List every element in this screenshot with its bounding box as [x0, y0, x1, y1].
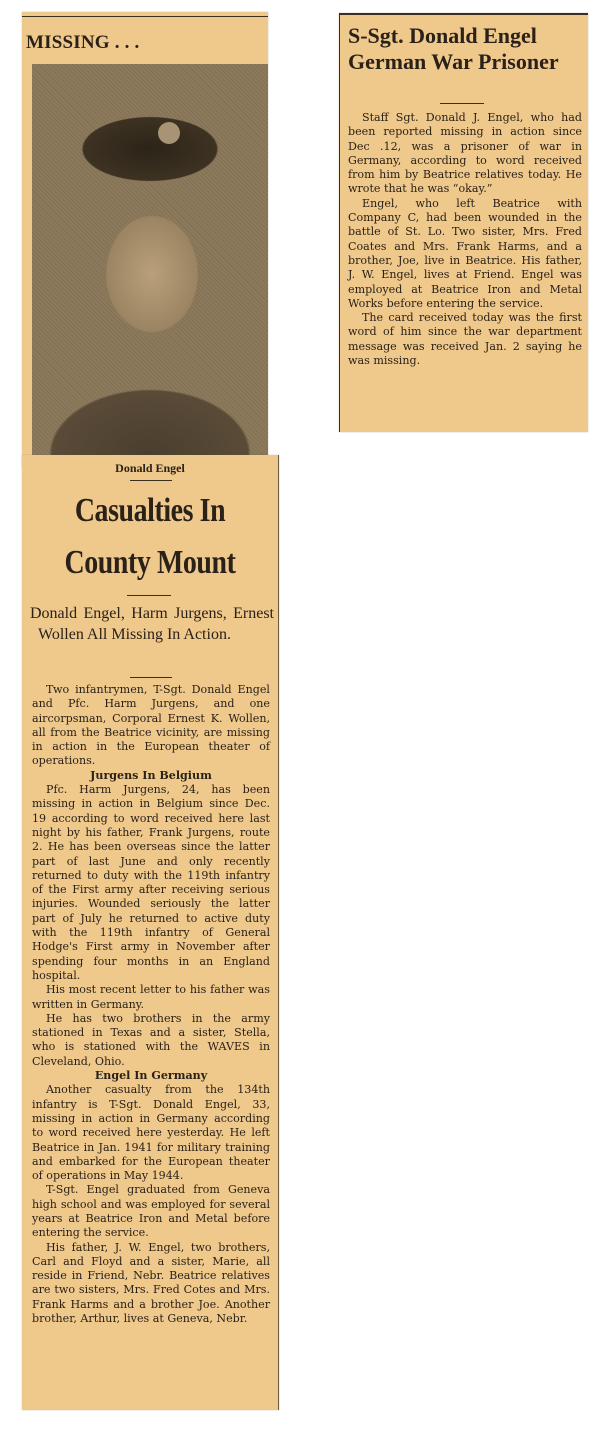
paragraph: Another casualty from the 134th infantry is T-Sgt. Donald Engel, 33, missing in action in Germany according to word received here yesterday. He left Beatrice in Jan. 1941 for military training and embarked for the European theater of operations in May 1944.: [32, 1083, 270, 1183]
kicker: MISSING . . .: [26, 32, 140, 53]
portrait-photo: [32, 64, 268, 466]
paragraph: Engel, who left Beatrice with Company C, had been wounded in the battle of St. Lo. Two sister, Mrs. Fred Coates and Mrs. Frank Harms, and a brother, Joe, live in Beatrice. His father, J. W. Engel, lives at Friend. Engel was employed at Beatrice Iron and Metal Works before entering the service.: [348, 196, 582, 310]
subhead: Engel In Germany: [94, 1069, 208, 1083]
article-body: [348, 111, 582, 368]
divider: [130, 677, 172, 678]
missing-clipping-photo: [22, 12, 268, 467]
divider: [127, 595, 171, 596]
cap-badge: [158, 122, 180, 144]
headline-line1: Casualties In: [74, 492, 226, 529]
paragraph: T-Sgt. Engel graduated from Geneva high school and was employed for several years at Beatrice Iron and Metal before entering the service.: [32, 1183, 270, 1240]
divider: [130, 480, 172, 481]
headline-line2: County Mount: [64, 544, 236, 581]
article-body: [32, 683, 270, 1326]
paragraph: His father, J. W. Engel, two brothers, Carl and Floyd and a sister, Marie, all reside in Friend, Nebr. Beatrice relatives are two sisters, Mrs. Fred Cotes and Mrs. Frank Harms and a brother Joe. Another brother, Arthur, lives at Geneva, Nebr.: [32, 1240, 270, 1326]
divider: [440, 103, 484, 104]
top-rule: [22, 16, 268, 17]
casualties-article: [22, 455, 279, 1410]
photo-caption: Donald Engel: [115, 461, 185, 475]
paragraph: He has two brothers in the army stationed in Texas and a sister, Stella, who is stationed with the WAVES in Cleveland, Ohio.: [32, 1011, 270, 1068]
paragraph: Pfc. Harm Jurgens, 24, has been missing in action in Belgium since Dec. 19 according to word received here last night by his father, Frank Jurgens, route 2. He has been overseas since the latter part of last June and only recently returned to duty with the 119th infantry of the First army after receiving serious injuries. Wounded seriously the latter part of July he returned to active duty with the 119th infantry of General Hodge's First army in November after spending four months in an England hospital.: [32, 783, 270, 982]
prisoner-article: [339, 13, 588, 432]
paragraph: Staff Sgt. Donald J. Engel, who had been reported missing in action since Dec .12, was a prisoner of war in Germany, according to word received from him by Beatrice relatives today. He wrote that he was “okay.”: [348, 111, 582, 196]
subhead: Jurgens In Belgium: [90, 768, 212, 782]
headline: S-Sgt. Donald Engel German War Prisoner: [348, 23, 559, 74]
paragraph: His most recent letter to his father was written in Germany.: [32, 983, 270, 1011]
paragraph: Two infantrymen, T-Sgt. Donald Engel and Pfc. Harm Jurgens, and one aircorpsman, Corporal Ernest K. Wollen, all from the Beatrice vicinity, are missing in action in the European theater of operations.: [32, 683, 270, 768]
deck: Donald Engel, Harm Jurgens, Ernest Wollen All Missing In Action.: [30, 605, 274, 643]
paragraph: The card received today was the first word of him since the war department message was received Jan. 2 saying he was missing.: [348, 311, 582, 368]
